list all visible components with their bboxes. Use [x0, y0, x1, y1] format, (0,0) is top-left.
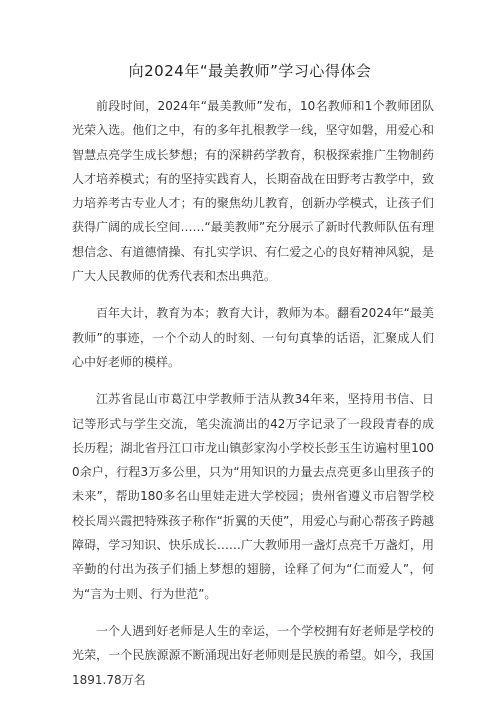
- paragraph: 江苏省昆山市葛江中学教师于洁从教34年来，坚持用书信、日记等形式与学生交流，笔尖流淌出的42万字记录了一段段青春的成长历程；湖北省丹江口市龙山镇彭家沟小学校长彭玉生访遍村里1000余户，行程3万多公里，只为“用知识的力量去点亮更多山里孩子的未来”，帮助180多名山里娃走进大学校园；贵州省遵义市启智学校校长周兴霞把特殊孩子称作“折翼的天使”，用爱心与耐心帮孩子跨越障碍，学习知识、快乐成长……广大教师用一盏灯点亮千万盏灯，用辛勤的付出为孩子们插上梦想的翅膀，诠释了何为“仁而爱人”，何为“言为士则、行为世范”。: [72, 392, 434, 601]
- document-title: 向2024年“最美教师”学习心得体会: [128, 62, 372, 80]
- paragraph: 百年大计，教育为本；教育大计，教师为本。翻看2024年“最美教师”的事迹，一个个动人的时刻、一句句真挚的话语，汇聚成人们心中好老师的模样。: [72, 306, 434, 369]
- paragraph: 一个人遇到好老师是人生的幸运，一个学校拥有好老师是学校的光荣，一个民族源源不断涌现出好老师则是民族的希望。如今，我国1891.78万名: [72, 623, 434, 687]
- document-body: [72, 94, 434, 705]
- paragraph: 前段时间，2024年“最美教师”发布，10名教师和1个教师团队光荣入选。他们之中，有的多年扎根教学一线，坚守如磐，用爱心和智慧点亮学生成长梦想；有的深耕药学教育，积极探索推广生物制药人才培养模式；有的坚持实践育人，长期奋战在田野考古教学中，致力培养考古专业人才；有的聚焦幼儿教育，创新办学模式，让孩子们获得广阔的成长空间……“最美教师”充分展示了新时代教师队伍有理想信念、有道德情操、有扎实学识、有仁爱之心的良好精神风貌，是广大人民教师的优秀代表和杰出典范。: [72, 99, 434, 284]
